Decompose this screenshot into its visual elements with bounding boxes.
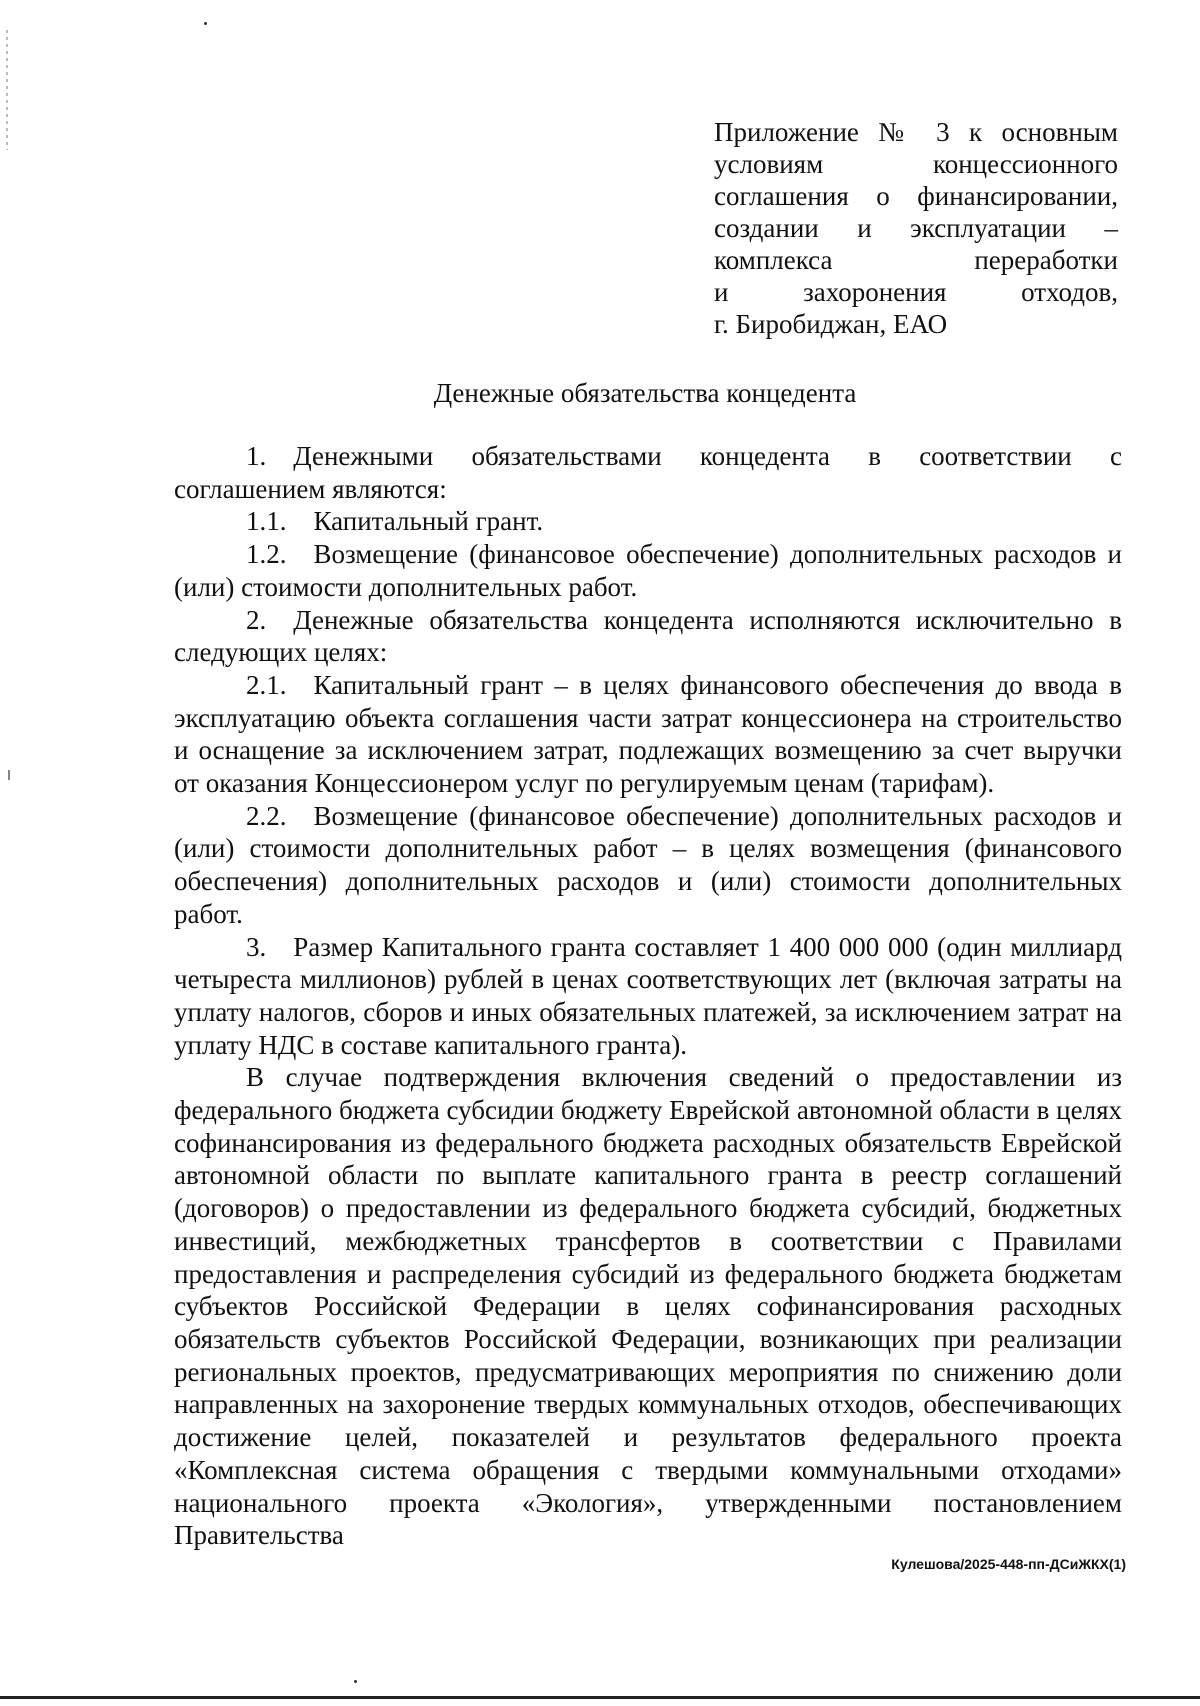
- paragraph-1-2: 1.2. Возмещение (финансовое обеспечение) дополнительных расходов и (или) стоимости дополнительных работ.: [174, 539, 1122, 602]
- scan-edge-mark: [6, 30, 8, 150]
- paragraph-1: 1. Денежными обязательствами концедента в соответствии с соглашением являются:: [174, 441, 1122, 504]
- paragraph-subsidy-case: В случае подтверждения включения сведений о предоставлении из федерального бюджета субсидии бюджету Еврейской автономной области в целях софинансирования из федерального бюджета расходных обязательств Еврейской автономной области по выплате капитального гранта в реестр соглашений (договоров) о предоставлении из федерального бюджета субсидий, бюджетных инвестиций, межбюджетных трансфертов в соответствии с Правилами предоставления и распределения субсидий из федерального бюджета бюджетам субъектов Российской Федерации в целях софинансирования расходных обязательств субъектов Российской Федерации, возникающих при реализации региональных проектов, предусматривающих мероприятия по снижению доли направленных на захоронение твердых коммунальных отходов, обеспечивающих достижение целей, показателей и результатов федерального проекта «Комплексная система обращения с твердыми коммунальными отходами» национального проекта «Экология», утвержденными постановлением Правительства: [174, 1062, 1122, 1551]
- scan-speck: [8, 770, 10, 780]
- scan-bottom-edge: [0, 1696, 1200, 1699]
- appendix-line: г. Биробиджан, ЕАО: [714, 309, 948, 339]
- scan-speck: [354, 1680, 357, 1683]
- document-body: [174, 440, 1122, 1552]
- paragraph-2-1: 2.1. Капитальный грант – в целях финансового обеспечения до ввода в эксплуатацию объекта соглашения части затрат концессионера на строительство и оснащение за исключением затрат, подлежащих возмещению за счет выручки от оказания Концессионером услуг по регулируемым ценам (тарифам).: [174, 669, 1122, 799]
- appendix-line: создании и эксплуатации –: [714, 213, 1118, 243]
- appendix-line: условиям концессионного: [714, 149, 1118, 179]
- document-reference-code: Кулешова/2025-448-пп-ДСиЖКХ(1): [891, 1556, 1126, 1572]
- paragraph-3: 3. Размер Капитального гранта составляет 1 400 000 000 (один миллиард четыреста миллионов) рублей в ценах соответствующих лет (включая затраты на уплату налогов, сборов и иных обязательных платежей, за исключением затрат на уплату НДС в составе капитального гранта).: [174, 931, 1122, 1060]
- appendix-header: [714, 116, 1118, 340]
- paragraph-2: 2. Денежные обязательства концедента исполняются исключительно в следующих целях:: [174, 604, 1122, 668]
- appendix-line: соглашения о финансировании,: [714, 181, 1118, 211]
- appendix-line: Приложение № 3 к основным: [714, 117, 1118, 147]
- paragraph-1-1: 1.1. Капитальный грант.: [246, 506, 544, 537]
- appendix-line: комплекса переработки: [714, 245, 1118, 275]
- paragraph-2-2: 2.2. Возмещение (финансовое обеспечение) дополнительных расходов и (или) стоимости дополнительных работ – в целях возмещения (финансового обеспечения) дополнительных расходов и (или) стоимости дополнительных работ.: [174, 800, 1122, 929]
- scan-speck: [204, 22, 207, 25]
- document-title: Денежные обязательства концедента: [433, 378, 857, 408]
- appendix-line: и захоронения отходов,: [714, 277, 1118, 307]
